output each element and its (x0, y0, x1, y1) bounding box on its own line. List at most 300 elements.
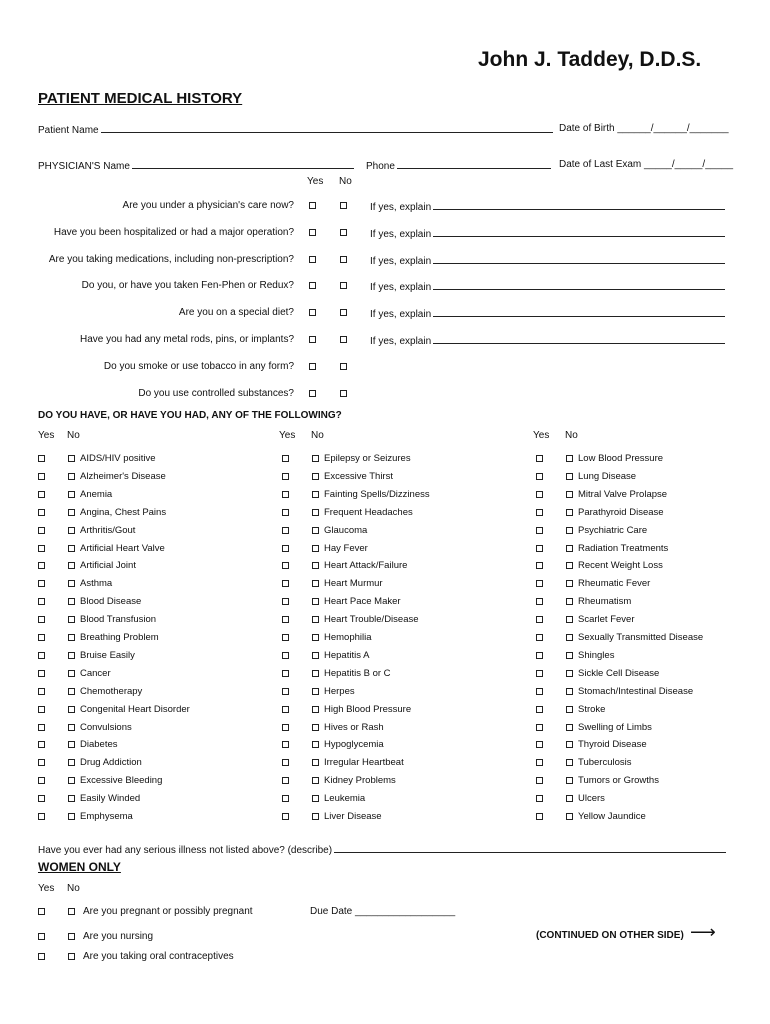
condition-no-checkbox[interactable] (68, 813, 75, 820)
condition-label: Glaucoma (324, 524, 368, 536)
explain-label: If yes, explain (370, 255, 432, 267)
condition-no-checkbox[interactable] (312, 759, 319, 766)
condition-yes-checkbox[interactable] (38, 688, 45, 695)
condition-item[interactable] (312, 471, 393, 482)
physician-label: PHYSICIAN'S Name (38, 161, 130, 172)
condition-label: Hay Fever (324, 542, 368, 554)
condition-no-checkbox[interactable] (566, 616, 573, 623)
condition-yes-checkbox[interactable] (38, 724, 45, 731)
condition-item[interactable] (312, 650, 369, 661)
women-no-checkbox[interactable] (68, 933, 75, 940)
condition-item[interactable] (566, 668, 659, 679)
condition-no-checkbox[interactable] (312, 545, 319, 552)
condition-no-checkbox[interactable] (312, 598, 319, 605)
condition-no-checkbox[interactable] (566, 473, 573, 480)
condition-item[interactable] (566, 811, 646, 822)
explain-field[interactable] (370, 200, 725, 213)
physician-field[interactable] (38, 159, 354, 172)
condition-no-checkbox[interactable] (312, 491, 319, 498)
condition-label: High Blood Pressure (324, 703, 412, 715)
explain-label: If yes, explain (370, 202, 432, 213)
condition-yes-checkbox[interactable] (536, 634, 543, 641)
condition-item[interactable] (68, 489, 112, 500)
women-yes-header: Yes (38, 883, 55, 894)
condition-no-checkbox[interactable] (68, 777, 75, 784)
explain-field[interactable] (370, 334, 725, 347)
question-text: Are you taking medications, including non-prescription? (48, 253, 294, 265)
condition-item[interactable] (566, 686, 693, 697)
condition-item[interactable] (566, 543, 668, 554)
other-illness-field[interactable] (38, 843, 726, 856)
condition-yes-checkbox[interactable] (536, 545, 543, 552)
condition-item[interactable] (68, 614, 156, 625)
condition-yes-checkbox[interactable] (38, 777, 45, 784)
condition-item[interactable] (566, 739, 647, 750)
condition-label: AIDS/HIV positive (80, 453, 156, 464)
women-question: Are you taking oral contraceptives (83, 951, 234, 962)
condition-no-checkbox[interactable] (68, 759, 75, 766)
women-item[interactable] (68, 931, 153, 942)
condition-no-checkbox[interactable] (566, 795, 573, 802)
condition-item[interactable] (68, 811, 133, 822)
condition-yes-checkbox[interactable] (536, 509, 543, 516)
no-checkbox[interactable] (340, 363, 347, 370)
condition-item[interactable] (312, 543, 368, 554)
condition-item[interactable] (68, 793, 140, 804)
condition-item[interactable] (68, 596, 141, 607)
yes-checkbox[interactable] (309, 282, 316, 289)
condition-item[interactable] (312, 757, 404, 768)
condition-no-checkbox[interactable] (312, 634, 319, 641)
condition-item[interactable] (68, 686, 142, 697)
no-checkbox[interactable] (340, 282, 347, 289)
condition-item[interactable] (312, 596, 401, 607)
condition-item[interactable] (566, 489, 667, 500)
explain-field[interactable] (370, 254, 725, 267)
condition-item[interactable] (566, 793, 605, 804)
yes-checkbox[interactable] (309, 229, 316, 236)
condition-yes-checkbox[interactable] (38, 509, 45, 516)
condition-item[interactable] (68, 543, 165, 554)
condition-yes-checkbox[interactable] (536, 706, 543, 713)
condition-no-checkbox[interactable] (68, 509, 75, 516)
women-item[interactable] (68, 906, 253, 917)
condition-label: Psychiatric Care (578, 524, 648, 536)
condition-label: Hypoglycemia (324, 739, 384, 751)
condition-item[interactable] (312, 507, 413, 518)
condition-yes-checkbox[interactable] (536, 598, 543, 605)
condition-label: Heart Pace Maker (324, 596, 401, 608)
condition-item[interactable] (68, 739, 118, 750)
condition-label: Low Blood Pressure (578, 453, 664, 464)
condition-no-checkbox[interactable] (566, 491, 573, 498)
condition-no-checkbox[interactable] (68, 545, 75, 552)
no-checkbox[interactable] (340, 390, 347, 397)
condition-label: Parathyroid Disease (578, 506, 664, 518)
condition-yes-checkbox[interactable] (282, 616, 289, 623)
condition-no-checkbox[interactable] (566, 724, 573, 731)
condition-item[interactable] (68, 525, 135, 536)
condition-item[interactable] (312, 686, 355, 697)
condition-label: Lung Disease (578, 470, 637, 482)
condition-item[interactable] (566, 722, 652, 733)
condition-label: Anemia (80, 488, 113, 500)
no-checkbox[interactable] (340, 202, 347, 209)
condition-yes-checkbox[interactable] (282, 634, 289, 641)
condition-yes-checkbox[interactable] (38, 634, 45, 641)
condition-no-checkbox[interactable] (68, 580, 75, 587)
condition-no-checkbox[interactable] (312, 473, 319, 480)
condition-item[interactable] (312, 578, 383, 589)
condition-yes-checkbox[interactable] (282, 724, 289, 731)
condition-no-checkbox[interactable] (312, 455, 319, 462)
condition-no-checkbox[interactable] (68, 616, 75, 623)
women-no-header: No (67, 883, 80, 894)
condition-yes-checkbox[interactable] (38, 598, 45, 605)
condition-yes-checkbox[interactable] (282, 795, 289, 802)
condition-label: Artificial Heart Valve (80, 542, 165, 554)
condition-no-checkbox[interactable] (566, 509, 573, 516)
condition-yes-checkbox[interactable] (282, 545, 289, 552)
condition-label: Blood Transfusion (80, 614, 157, 626)
condition-yes-checkbox[interactable] (38, 670, 45, 677)
explain-label: If yes, explain (370, 282, 432, 294)
condition-item[interactable] (566, 525, 647, 536)
condition-label: Thyroid Disease (578, 739, 647, 751)
condition-yes-checkbox[interactable] (536, 741, 543, 748)
condition-no-checkbox[interactable] (312, 724, 319, 731)
right-arrow-icon: ⟶ (690, 922, 716, 942)
patient-name-label: Patient Name (38, 125, 99, 136)
condition-item[interactable] (68, 775, 162, 786)
condition-no-checkbox[interactable] (566, 634, 573, 641)
condition-item[interactable] (566, 471, 636, 482)
condition-yes-checkbox[interactable] (536, 455, 543, 462)
condition-item[interactable] (68, 471, 166, 482)
condition-label: Heart Trouble/Disease (324, 614, 419, 626)
condition-label: Convulsions (80, 721, 132, 733)
condition-no-checkbox[interactable] (68, 455, 75, 462)
condition-yes-checkbox[interactable] (282, 777, 289, 784)
explain-field[interactable] (370, 227, 725, 240)
conditions-heading: DO YOU HAVE, OR HAVE YOU HAD, ANY OF THE FOLLOWING? (38, 410, 342, 421)
condition-no-checkbox[interactable] (68, 706, 75, 713)
condition-label: Breathing Problem (80, 632, 159, 643)
condition-yes-checkbox[interactable] (282, 598, 289, 605)
condition-yes-checkbox[interactable] (536, 777, 543, 784)
condition-label: Herpes (324, 685, 355, 697)
condition-item[interactable] (566, 560, 663, 571)
condition-yes-checkbox[interactable] (282, 688, 289, 695)
condition-yes-checkbox[interactable] (282, 741, 289, 748)
condition-item[interactable] (566, 614, 635, 625)
yes-checkbox[interactable] (309, 202, 316, 209)
form-title: PATIENT MEDICAL HISTORY (38, 90, 243, 107)
condition-yes-checkbox[interactable] (282, 652, 289, 659)
condition-yes-checkbox[interactable] (536, 795, 543, 802)
no-checkbox[interactable] (340, 229, 347, 236)
phone-field[interactable] (366, 159, 551, 172)
condition-item[interactable] (68, 453, 156, 464)
women-no-checkbox[interactable] (68, 908, 75, 915)
condition-no-checkbox[interactable] (312, 616, 319, 623)
condition-yes-checkbox[interactable] (282, 813, 289, 820)
condition-item[interactable] (312, 560, 407, 571)
no-checkbox[interactable] (340, 309, 347, 316)
question-text: Are you under a physician's care now? (122, 200, 294, 211)
condition-no-checkbox[interactable] (68, 598, 75, 605)
condition-no-checkbox[interactable] (312, 795, 319, 802)
condition-no-checkbox[interactable] (566, 598, 573, 605)
condition-yes-checkbox[interactable] (282, 473, 289, 480)
condition-no-checkbox[interactable] (312, 688, 319, 695)
condition-yes-checkbox[interactable] (536, 473, 543, 480)
condition-label: Shingles (578, 649, 615, 661)
condition-no-checkbox[interactable] (566, 670, 573, 677)
condition-yes-checkbox[interactable] (536, 491, 543, 498)
condition-label: Blood Disease (80, 596, 142, 608)
women-yes-checkbox[interactable] (38, 908, 45, 915)
due-date-field[interactable]: Due Date __________________ (310, 906, 456, 917)
condition-no-checkbox[interactable] (566, 741, 573, 748)
condition-no-checkbox[interactable] (68, 670, 75, 677)
condition-no-checkbox[interactable] (68, 652, 75, 659)
condition-no-checkbox[interactable] (566, 455, 573, 462)
condition-label: Liver Disease (324, 811, 382, 822)
condition-label: Angina, Chest Pains (80, 506, 167, 518)
dob-field[interactable]: Date of Birth ______/______/_______ (559, 123, 729, 134)
condition-no-checkbox[interactable] (68, 724, 75, 731)
explain-label: If yes, explain (370, 309, 432, 321)
condition-yes-checkbox[interactable] (38, 652, 45, 659)
condition-yes-checkbox[interactable] (38, 741, 45, 748)
condition-label: Hepatitis B or C (324, 667, 391, 679)
yes-checkbox[interactable] (309, 390, 316, 397)
condition-yes-checkbox[interactable] (536, 616, 543, 623)
question-text: Have you had any metal rods, pins, or implants? (80, 334, 294, 345)
condition-label: Sexually Transmitted Disease (578, 632, 704, 643)
condition-label: Hepatitis A (324, 649, 370, 661)
yes-checkbox[interactable] (309, 336, 316, 343)
condition-no-checkbox[interactable] (68, 795, 75, 802)
condition-item[interactable] (312, 632, 372, 643)
condition-label: Ulcers (578, 793, 605, 805)
condition-yes-checkbox[interactable] (536, 527, 543, 534)
condition-no-checkbox[interactable] (312, 670, 319, 677)
condition-yes-checkbox[interactable] (282, 562, 289, 569)
col2-yes-header: Yes (279, 430, 296, 441)
condition-no-checkbox[interactable] (566, 652, 573, 659)
condition-yes-checkbox[interactable] (536, 813, 543, 820)
condition-item[interactable] (566, 578, 650, 589)
condition-yes-checkbox[interactable] (282, 706, 289, 713)
condition-label: Frequent Headaches (324, 506, 413, 518)
explain-field[interactable] (370, 307, 725, 320)
condition-item[interactable] (68, 722, 132, 733)
condition-item[interactable] (68, 507, 166, 518)
condition-no-checkbox[interactable] (68, 634, 75, 641)
condition-yes-checkbox[interactable] (282, 509, 289, 516)
condition-no-checkbox[interactable] (566, 545, 573, 552)
condition-item[interactable] (566, 704, 605, 715)
condition-no-checkbox[interactable] (312, 652, 319, 659)
question-text: Do you use controlled substances? (138, 387, 294, 399)
condition-label: Emphysema (80, 811, 133, 822)
condition-yes-checkbox[interactable] (38, 813, 45, 820)
condition-yes-checkbox[interactable] (38, 473, 45, 480)
condition-item[interactable] (312, 668, 391, 679)
condition-label: Tuberculosis (578, 757, 632, 769)
yes-checkbox[interactable] (309, 256, 316, 263)
women-no-checkbox[interactable] (68, 953, 75, 960)
col2-no-header: No (311, 430, 324, 441)
condition-item[interactable] (566, 757, 632, 768)
condition-yes-checkbox[interactable] (536, 652, 543, 659)
condition-no-checkbox[interactable] (566, 688, 573, 695)
condition-item[interactable] (566, 650, 614, 661)
condition-no-checkbox[interactable] (312, 706, 319, 713)
explain-label: If yes, explain (370, 228, 432, 240)
no-checkbox[interactable] (340, 256, 347, 263)
condition-no-checkbox[interactable] (68, 741, 75, 748)
condition-yes-checkbox[interactable] (38, 706, 45, 713)
condition-no-checkbox[interactable] (68, 491, 75, 498)
condition-no-checkbox[interactable] (68, 473, 75, 480)
women-yes-checkbox[interactable] (38, 953, 45, 960)
condition-no-checkbox[interactable] (566, 813, 573, 820)
condition-item[interactable] (312, 525, 367, 536)
condition-item[interactable] (68, 650, 135, 661)
women-item[interactable] (68, 951, 234, 962)
condition-yes-checkbox[interactable] (536, 688, 543, 695)
condition-label: Stomach/Intestinal Disease (578, 685, 694, 697)
condition-item[interactable] (312, 614, 419, 625)
condition-no-checkbox[interactable] (68, 527, 75, 534)
col3-yes-header: Yes (533, 430, 550, 441)
condition-no-checkbox[interactable] (566, 580, 573, 587)
condition-yes-checkbox[interactable] (282, 670, 289, 677)
condition-label: Hemophilia (324, 632, 372, 643)
condition-yes-checkbox[interactable] (38, 795, 45, 802)
question-text: Are you on a special diet? (178, 307, 294, 319)
condition-item[interactable] (312, 704, 411, 715)
condition-item[interactable] (312, 739, 384, 750)
women-yes-checkbox[interactable] (38, 933, 45, 940)
condition-no-checkbox[interactable] (566, 759, 573, 766)
condition-label: Artificial Joint (80, 560, 136, 572)
patient-name-field[interactable] (38, 123, 553, 136)
condition-item[interactable] (566, 453, 663, 464)
women-heading: WOMEN ONLY (38, 860, 121, 874)
condition-yes-checkbox[interactable] (38, 491, 45, 498)
yes-checkbox[interactable] (309, 309, 316, 316)
phone-label: Phone (366, 161, 395, 172)
condition-item[interactable] (312, 775, 396, 786)
condition-yes-checkbox[interactable] (38, 545, 45, 552)
condition-item[interactable] (68, 578, 112, 589)
condition-item[interactable] (312, 489, 430, 500)
condition-no-checkbox[interactable] (566, 562, 573, 569)
condition-no-checkbox[interactable] (566, 706, 573, 713)
condition-no-checkbox[interactable] (312, 741, 319, 748)
condition-item[interactable] (312, 453, 411, 464)
condition-yes-checkbox[interactable] (536, 562, 543, 569)
condition-no-checkbox[interactable] (312, 580, 319, 587)
question-text: Do you smoke or use tobacco in any form? (103, 360, 294, 372)
condition-label: Congenital Heart Disorder (80, 703, 190, 715)
condition-item[interactable] (68, 757, 142, 768)
condition-yes-checkbox[interactable] (38, 580, 45, 587)
condition-yes-checkbox[interactable] (536, 670, 543, 677)
condition-no-checkbox[interactable] (566, 777, 573, 784)
condition-yes-checkbox[interactable] (38, 562, 45, 569)
condition-label: Heart Attack/Failure (324, 560, 408, 572)
condition-item[interactable] (68, 704, 190, 715)
condition-item[interactable] (566, 632, 703, 643)
condition-label: Sickle Cell Disease (578, 667, 660, 679)
condition-item[interactable] (68, 560, 136, 571)
condition-item[interactable] (566, 775, 659, 786)
condition-label: Yellow Jaundice (578, 811, 646, 822)
condition-label: Scarlet Fever (578, 614, 635, 626)
no-checkbox[interactable] (340, 336, 347, 343)
condition-item[interactable] (312, 811, 382, 822)
condition-no-checkbox[interactable] (312, 562, 319, 569)
condition-yes-checkbox[interactable] (536, 580, 543, 587)
condition-no-checkbox[interactable] (68, 562, 75, 569)
yes-checkbox[interactable] (309, 363, 316, 370)
condition-no-checkbox[interactable] (312, 527, 319, 534)
no-header: No (339, 176, 352, 187)
condition-no-checkbox[interactable] (312, 813, 319, 820)
condition-item[interactable] (68, 668, 111, 679)
condition-item[interactable] (68, 632, 159, 643)
condition-yes-checkbox[interactable] (38, 759, 45, 766)
condition-no-checkbox[interactable] (566, 527, 573, 534)
explain-field[interactable] (370, 280, 725, 293)
condition-item[interactable] (312, 793, 365, 804)
condition-item[interactable] (312, 722, 384, 733)
condition-item[interactable] (566, 596, 631, 607)
condition-label: Rheumatism (578, 596, 632, 608)
condition-no-checkbox[interactable] (312, 777, 319, 784)
condition-label: Mitral Valve Prolapse (578, 488, 668, 500)
condition-yes-checkbox[interactable] (38, 616, 45, 623)
condition-label: Radiation Treatments (578, 542, 669, 554)
condition-yes-checkbox[interactable] (282, 759, 289, 766)
other-illness-label: Have you ever had any serious illness not listed above? (describe) (38, 845, 333, 856)
condition-label: Fainting Spells/Dizziness (324, 488, 430, 500)
condition-item[interactable] (566, 507, 664, 518)
condition-yes-checkbox[interactable] (38, 527, 45, 534)
yes-header: Yes (307, 176, 324, 187)
condition-label: Excessive Thirst (324, 470, 393, 482)
condition-no-checkbox[interactable] (312, 509, 319, 516)
condition-yes-checkbox[interactable] (282, 527, 289, 534)
condition-yes-checkbox[interactable] (282, 455, 289, 462)
condition-no-checkbox[interactable] (68, 688, 75, 695)
condition-yes-checkbox[interactable] (536, 759, 543, 766)
last-exam-field[interactable]: Date of Last Exam _____/_____/_____ (559, 159, 734, 170)
condition-yes-checkbox[interactable] (282, 491, 289, 498)
continued-note: (CONTINUED ON OTHER SIDE) (536, 930, 684, 941)
women-question: Are you nursing (83, 931, 154, 942)
condition-label: Arthritis/Gout (80, 524, 136, 536)
condition-yes-checkbox[interactable] (536, 724, 543, 731)
condition-yes-checkbox[interactable] (282, 580, 289, 587)
condition-yes-checkbox[interactable] (38, 455, 45, 462)
condition-label: Drug Addiction (80, 757, 142, 769)
